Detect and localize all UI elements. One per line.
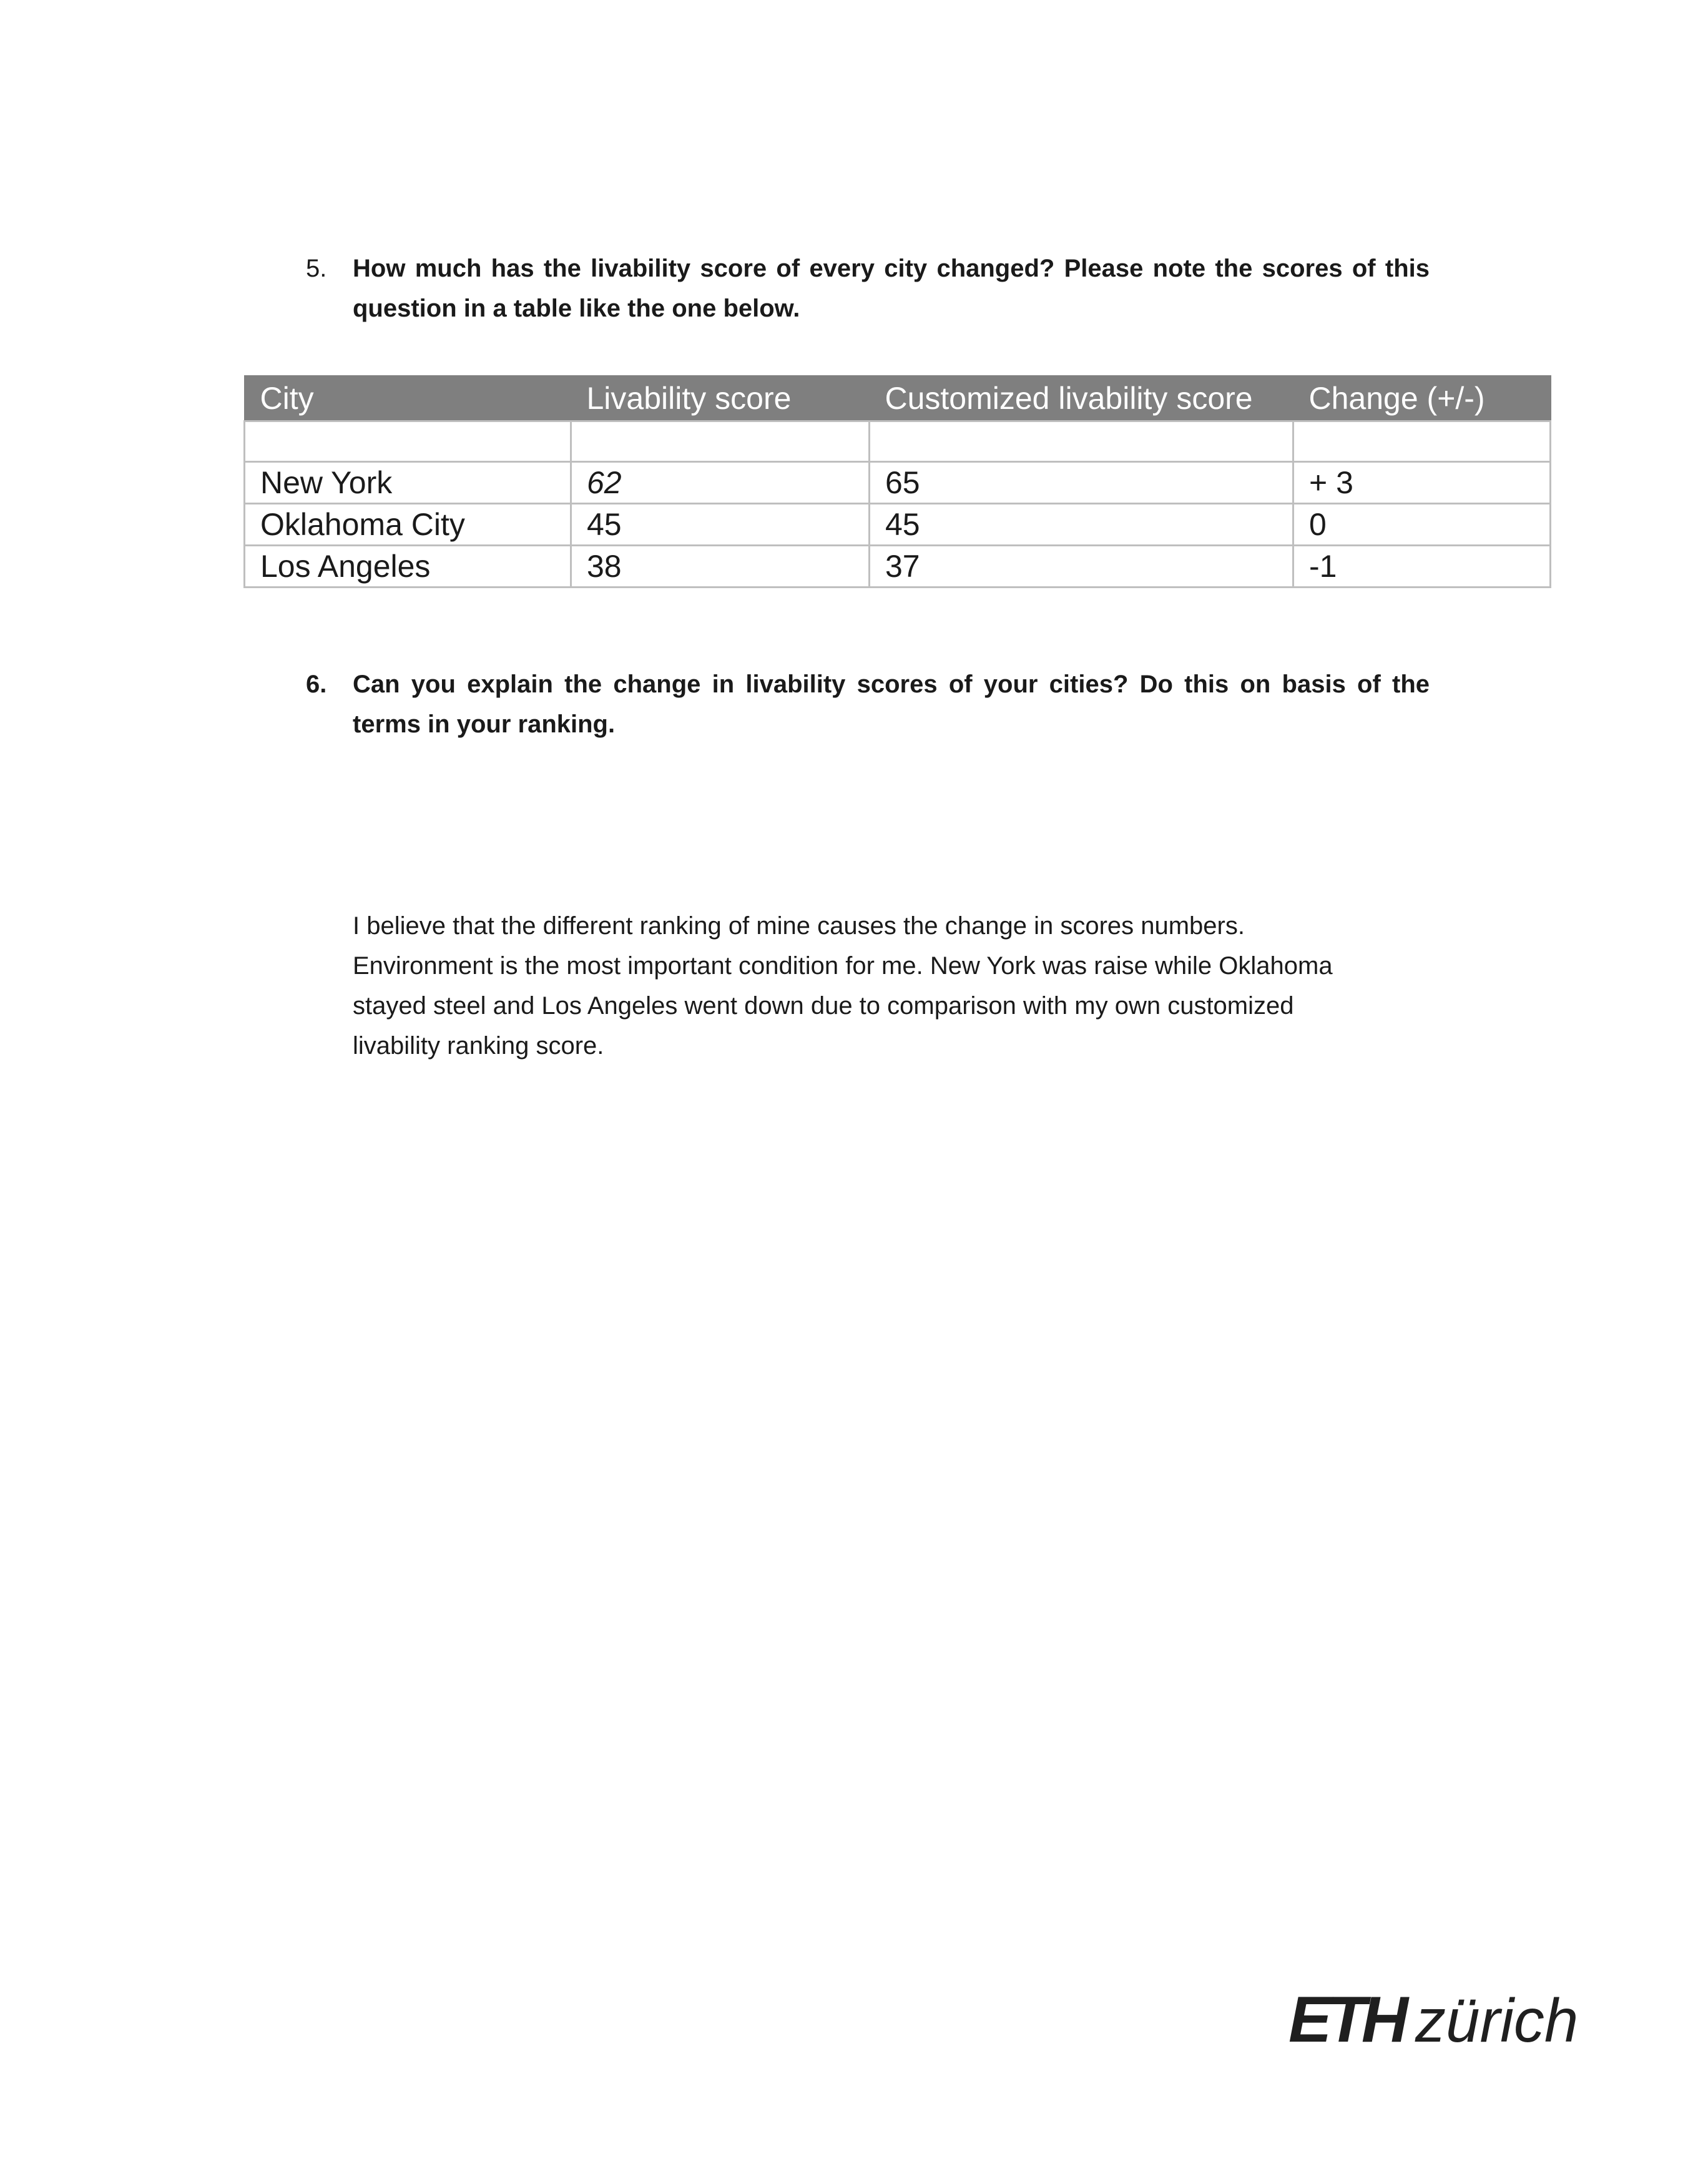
question-5-text: How much has the livability score of every city changed? Please note the scores of this question in a table like the one below. (353, 255, 1430, 322)
answer-text (353, 906, 1451, 1066)
cell-livability: 38 (571, 546, 870, 588)
logo-eth: ETH (1288, 1984, 1403, 2053)
question-5-number: 5. (306, 255, 327, 282)
header-city: City (245, 376, 571, 421)
table-header-row (245, 376, 1551, 421)
cell-city: Los Angeles (245, 546, 571, 588)
cell-customized: 37 (870, 546, 1293, 588)
table-row-blank (245, 421, 1551, 462)
table-row (245, 504, 1551, 546)
header-livability-score: Livability score (571, 376, 870, 421)
answer-line: stayed steel and Los Angeles went down due to comparison with my own customized (353, 992, 1294, 1020)
cell-city (245, 421, 571, 462)
cell-livability (571, 421, 870, 462)
cell-customized (870, 421, 1293, 462)
cell-change (1293, 421, 1551, 462)
answer-line: livability ranking score. (353, 1032, 604, 1060)
cell-city: Oklahoma City (245, 504, 571, 546)
table-row (245, 462, 1551, 504)
question-6-text: Can you explain the change in livability scores of your cities? Do this on basis of the terms in your ranking. (353, 671, 1430, 738)
answer-line: I believe that the different ranking of mine causes the change in scores numbers. (353, 912, 1245, 940)
table-row (245, 546, 1551, 588)
header-change: Change (+/-) (1293, 376, 1551, 421)
question-6-number: 6. (306, 671, 327, 698)
eth-zurich-logo (1287, 1984, 1581, 2053)
cell-change: 0 (1293, 504, 1551, 546)
cell-city: New York (245, 462, 571, 504)
livability-score-table (243, 375, 1551, 588)
cell-customized: 45 (870, 504, 1293, 546)
question-6 (306, 664, 1430, 744)
cell-livability: 45 (571, 504, 870, 546)
header-customized-livability-score: Customized livability score (870, 376, 1293, 421)
answer-line: Environment is the most important condition for me. New York was raise while Oklahoma (353, 952, 1333, 980)
cell-livability: 62 (571, 462, 870, 504)
question-5 (306, 248, 1430, 328)
cell-change: + 3 (1293, 462, 1551, 504)
cell-customized: 65 (870, 462, 1293, 504)
cell-change: -1 (1293, 546, 1551, 588)
logo-zurich: zürich (1415, 1986, 1579, 2053)
